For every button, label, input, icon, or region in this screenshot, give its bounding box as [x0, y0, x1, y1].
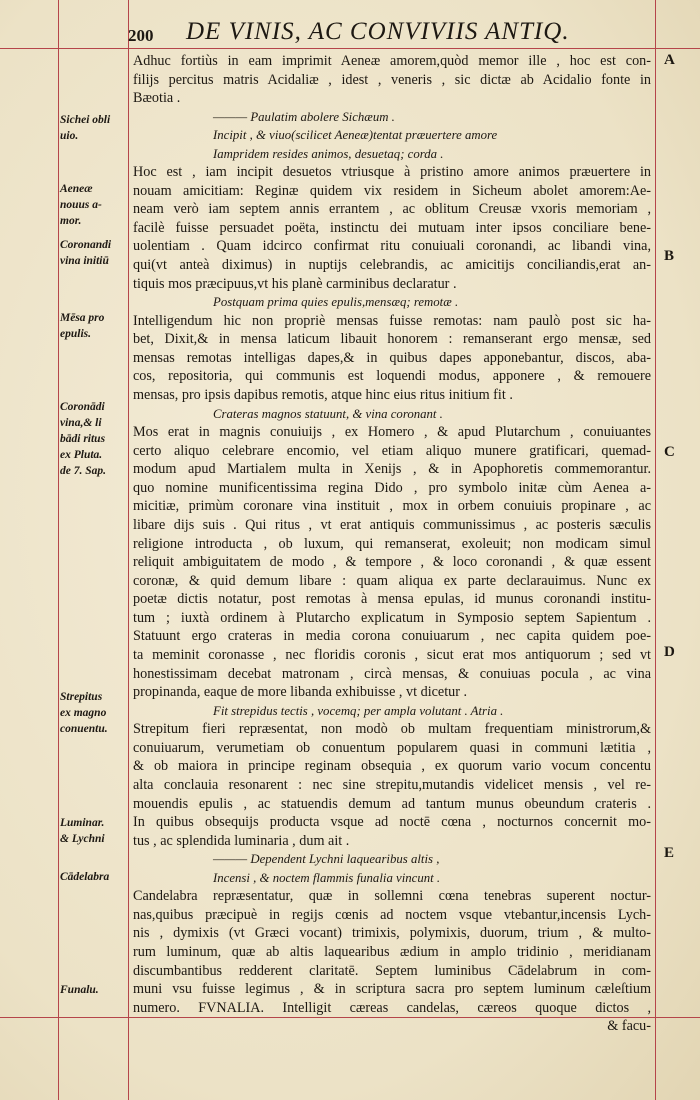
text-line: Candelabra repræsentatur, quæ in sollemni cœna tenebras superent noctur- [133, 888, 651, 905]
text-line: poetæ dictis notatur, post remotas à mensa epulas, id munus coronandi institu- [133, 591, 651, 608]
verse-quotation [133, 850, 651, 887]
text-line: & ob maiora in principe reginam obsequia , ex quorum vario vocum concentu [133, 758, 651, 775]
text-line: quo nomine munificentissima regina Dido , pro symbolo initæ cùm Aenea a- [133, 479, 651, 496]
margin-note-line: Cādelabra [60, 871, 110, 883]
text-line: libare dijs suis . Qui ritus , vt erat antiquis communissimus , ac posteris sæculis [133, 516, 651, 533]
text-line: neam verò iam septem annis errantem , ac oblitum Creusæ vxoris memoriam , [133, 201, 651, 218]
margin-note-line: uio. [60, 130, 79, 142]
text-line: mouendis epulis , ac statuendis demum ad tantum munus obeundum crateris . [133, 795, 651, 812]
text-line: reliquit ambiguitatem de modo , & tempore , & loco coronandi , & quæ essent [133, 554, 651, 571]
text-rule-right [655, 0, 656, 1100]
text-line: mensas remotas intelligas dapes,& in quibus dapes apponebantur, discos, aba- [133, 349, 651, 366]
text-rule-left [128, 0, 129, 1100]
text-line: nas,quibus præcipuè in regijs cœnis ad noctem vsque vtebantur,incensis Lych- [133, 906, 651, 923]
text-line: tus , ac splendida luminaria , dum ait . [133, 832, 350, 849]
commentary-paragraph [133, 887, 651, 1036]
margin-note-line: nouus a- [60, 199, 102, 211]
text-line: Crateras magnos statuunt, & vina coronant . [213, 406, 443, 421]
margin-rule-left [58, 0, 59, 1100]
text-line: cos, repositoria, qui communis est loquendi modus, apponere , & remouere [133, 368, 651, 385]
margin-note-line: bādi ritus [60, 433, 106, 445]
commentary-paragraph [133, 423, 651, 702]
commentary-paragraph [133, 312, 651, 405]
section-letter: D [664, 644, 675, 660]
section-letter: E [664, 845, 675, 861]
margin-note-line: conuentu. [60, 723, 108, 735]
text-line: numero. FVNALIA. Intelligit cæreas candelas, cæreos quoque dictos , [133, 999, 651, 1016]
text-line: Fit strepidus tectis , vocemq; per ampla volutant . Atria . [213, 703, 504, 718]
text-line: modum apud Martialem multa in Xenijs , & in Apophoretis commemorantur. [133, 461, 651, 478]
text-line: alta conclauia resonarent : nec sine strepitu,mutandis videlicet mensis , vel re- [133, 777, 651, 794]
margin-note [60, 869, 128, 885]
margin-note-line: vina initiū [60, 255, 109, 267]
text-line: Adhuc fortiùs in eam imprimit Aeneæ amorem,quòd memor ille , hoc est con- [133, 53, 651, 69]
margin-note [60, 689, 128, 737]
section-letter: C [664, 444, 675, 460]
margin-note [60, 112, 128, 144]
verse-quotation [133, 405, 651, 423]
text-line: ——— Dependent Lychni laquearibus altis , [213, 852, 440, 867]
margin-note-line: Strepitus [60, 691, 103, 703]
text-line: Statuunt ergo crateras in media corona conuiuarum , nec capita quidem poe- [133, 628, 651, 645]
text-line: Strepitum fieri repræsentat, non modò ob multam frequentiam ministrorum,& [133, 721, 651, 738]
margin-note-line: epulis. [60, 328, 91, 340]
text-line: micitiæ, primùm coronare vina instituit , mox in orbem conuiuis propinare , ac [133, 498, 651, 515]
main-text-column [133, 52, 651, 1036]
margin-note-line: Coronādi [60, 401, 105, 413]
text-line: Mos erat in magnis conuiuijs , ex Homero , & apud Plutarchum , conuiuantes [133, 423, 651, 440]
margin-note-line: Funalu. [60, 984, 99, 996]
text-line: propinanda, eaque de more libanda exhibuisse , vt dicetur . [133, 684, 468, 701]
margin-note [60, 310, 128, 342]
page-header [128, 18, 598, 50]
text-line: honestissimam decebat matronam , circà mensas, & conuiuas pocula , ac vina [133, 665, 651, 682]
verse-quotation [133, 293, 651, 311]
margin-note [60, 815, 128, 847]
text-line: Intelligendum hic non propriè mensas fuisse remotas: nam paulò post sic ha- [133, 312, 651, 329]
margin-note-line: ex Pluta. [60, 449, 103, 461]
text-line: filijs percitus matris Acidaliæ , idest , veneris , sic dictæ ab Acidalio fonte in [133, 71, 651, 88]
text-line: certo aliquo celebrare encomio, vel etiam aliquo munere gratificari, quemad- [133, 442, 651, 459]
text-line: facilè fuisse persuadet poëta, instinctu dei mutuam inter ipsos conciliare bene- [133, 219, 651, 236]
text-line: nis , dymixis (vt Græci vocant) trimixis, polymixis, duorum, trium , & multo- [133, 925, 651, 942]
text-line: In quibus obsequijs producta vsque ad noctē cœna , nocturnos concernit mo- [133, 814, 651, 831]
text-line: religione introducta , ob luxum, qui remanserat, exoleuit; non modicam simul [133, 535, 651, 552]
margin-note [60, 399, 128, 479]
text-line: muni vsu fuisse legimus , & in scriptura sacra pro septem luminum cæleſtium [133, 981, 651, 998]
text-line: mensas, pro ipsis dapibus remotis, atque hinc eius ritus initium fit . [133, 386, 513, 403]
text-line: coronæ, & quid demum libare : quam aliqua ex parte declarauimus. Nunc ex [133, 572, 651, 589]
text-line: Postquam prima quies epulis,mensæq; remotæ . [213, 295, 459, 310]
verse-quotation [133, 108, 651, 163]
margin-note-line: de 7. Sap. [60, 465, 106, 477]
verse-quotation [133, 702, 651, 720]
text-line: Incipit , & viuo(scilicet Aeneæ)tentat præuertere amore [213, 128, 498, 143]
margin-note-line: ex magno [60, 707, 107, 719]
margin-note [60, 237, 128, 269]
text-line: & facu- [607, 1018, 651, 1035]
text-line: rum luminum, quæ ab altis laquearibus ædium in amplo tridinio , meridianam [133, 944, 651, 960]
margin-note-line: & Lychni [60, 833, 105, 845]
text-line: Bæotia . [133, 90, 181, 107]
margin-note-line: Luminar. [60, 817, 105, 829]
text-line: Incensi , & noctem flammis funalia vincunt . [213, 870, 441, 885]
running-title: DE VINIS, AC CONVIVIIS ANTIQ. [186, 18, 570, 45]
text-line: qui(vt anteà diximus) in nuptijs celebrandis, ac amicitijs conciliandis,erat an- [133, 256, 651, 273]
margin-note-line: mor. [60, 215, 82, 227]
text-line: ——— Paulatim abolere Sichæum . [213, 109, 395, 124]
margin-note-line: Aeneæ [60, 183, 93, 195]
section-letter: B [664, 248, 675, 264]
text-line: Iampridem resides animos, desuetaq; corda . [213, 146, 444, 161]
text-line: discumbantibus redderent claritatē. Septem luminibus Cādelabrum in com- [133, 962, 651, 979]
text-line: bet, Dixit,& in mensa laticum libauit honorem : remanserant ergo mensæ, sed [133, 331, 651, 348]
margin-note [60, 181, 128, 229]
text-line: tum ; iuxtà ordinem à Plutarcho explicatum in Symposio septem Sapientum . [133, 609, 651, 626]
margin-note-line: Mēsa pro [60, 312, 105, 324]
margin-note-line: vina,& li [60, 417, 102, 429]
text-line: ta meminit coronasse , nec floridis coronis , sicut erat mos antiquorum ; sed vt [133, 647, 651, 664]
commentary-paragraph [133, 720, 651, 850]
section-letter: A [664, 52, 675, 68]
margin-note [60, 982, 128, 998]
text-line: tiquis mos præcipuus,vt his planè carminibus declaratur . [133, 275, 457, 292]
margin-note-line: Coronandi [60, 239, 112, 251]
text-line: Hoc est , iam incipit desuetos vtriusque à pristino amore animos præuertere in [133, 164, 651, 180]
margin-note-line: Sichei obli [60, 114, 111, 126]
commentary-paragraph [133, 163, 651, 293]
text-line: uolentiam . Quam idcirco confirmat ritu conuiuali coronandi, ac libandi vina, [133, 238, 651, 255]
text-line: nouam amicitiam: Reginæ quidem vix residem in Sicheum abolet amorem:Ae- [133, 182, 651, 199]
commentary-paragraph [133, 52, 651, 108]
text-line: conuiuarum, verumetiam ob conuentum popularem quasi in communi lætitia , [133, 739, 651, 756]
page-number: 200 [128, 26, 154, 45]
